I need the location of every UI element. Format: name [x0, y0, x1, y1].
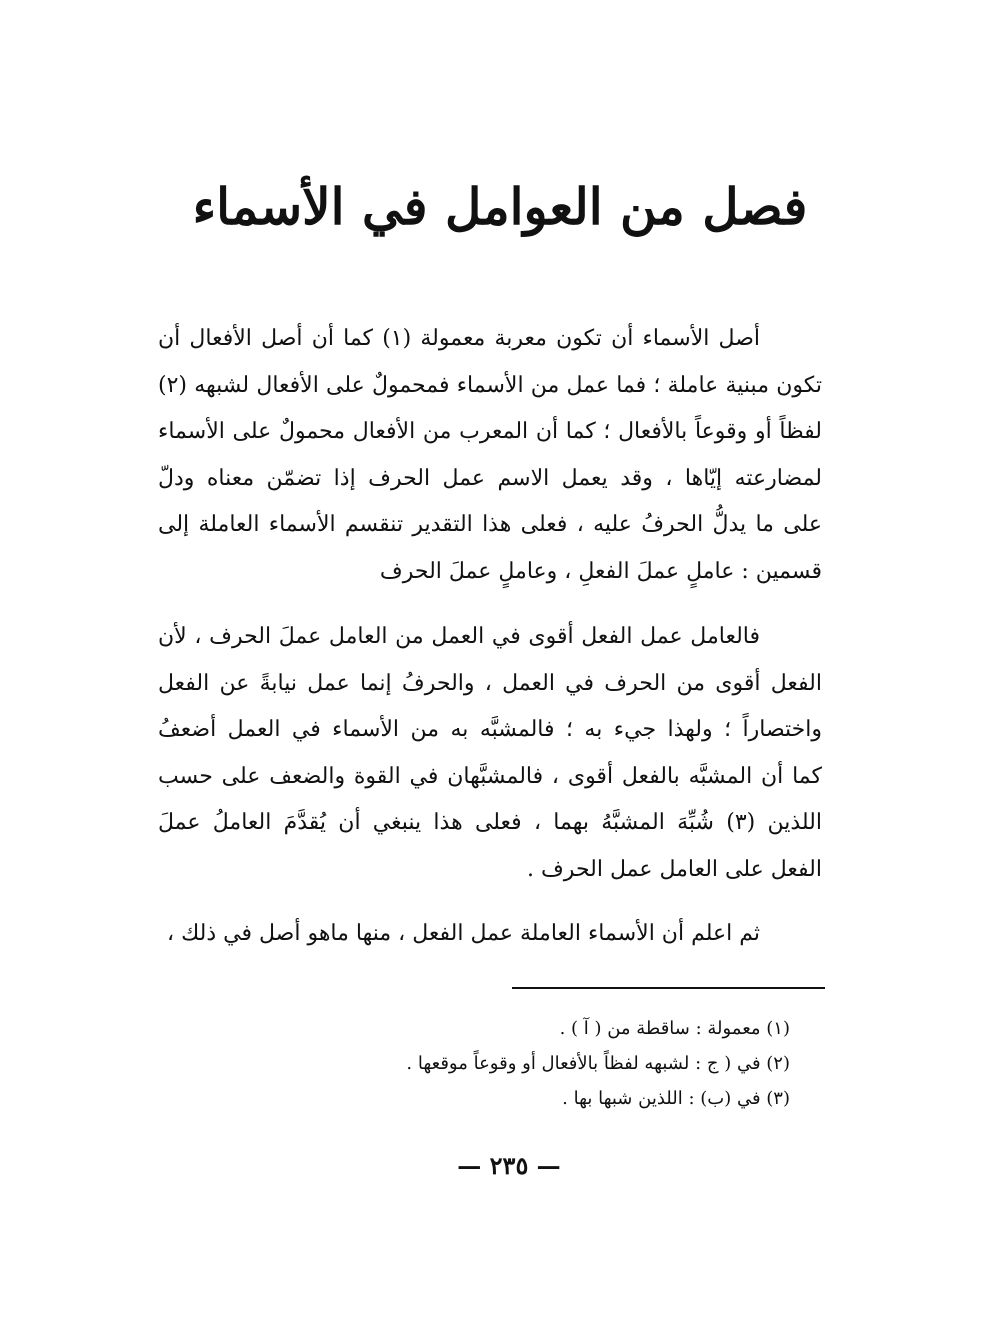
paragraph-line: ثم اعلم أن الأسماء العاملة عمل الفعل ، منها ماهو أصل في ذلك ، — [167, 921, 760, 946]
footnote-divider — [512, 987, 825, 989]
paragraph-line: أصل الأسماء أن تكون معربة معمولة (١) كما أن أصل الأفعال أن — [158, 326, 760, 351]
paragraph-3 — [158, 911, 822, 958]
paragraph-line: لفظاً أو وقوعاً بالأفعال ؛ كما أن المعرب من الأفعال محمولٌ على الأسماء — [158, 419, 822, 445]
chapter-title: فصل من العوامل في الأسماء — [192, 177, 808, 236]
paragraph-line: فالعامل عمل الفعل أقوى في العمل من العامل عملَ الحرف ، لأن — [158, 624, 760, 649]
paragraph-line: لمضارعته إيّاها ، وقد يعمل الاسم عمل الحرف إذا تضمّن معناه ودلّ — [158, 465, 822, 491]
page-number: — ٢٣٥ — — [457, 1151, 561, 1180]
paragraph-line: تكون مبنية عاملة ؛ فما عمل من الأسماء فمحمولٌ على الأفعال لشبهه (٢) — [158, 372, 822, 398]
footnotes — [330, 1011, 790, 1116]
footnote-3: (٣) في (ب) : اللذين شبها بها . — [562, 1088, 790, 1109]
paragraph-line: واختصاراً ؛ ولهذا جيء به ؛ فالمشبَّه به من الأسماء في العمل أضعفُ — [158, 717, 822, 743]
paragraph-1 — [158, 316, 822, 596]
footnote-1: (١) معمولة : ساقطة من ( آ ) . — [559, 1018, 790, 1039]
paragraph-line: اللذين (٣) شُبِّهَ المشبَّهُ بهما ، فعلى هذا ينبغي أن يُقدَّمَ العاملُ عملَ — [158, 810, 822, 836]
paragraph-line: الفعل على العامل عمل الحرف . — [527, 856, 822, 882]
footnote-2: (٢) في ( ج : لشبهه لفظاً بالأفعال أو وقوعاً موقعها . — [406, 1053, 790, 1074]
paragraph-line: كما أن المشبَّه بالفعل أقوى ، فالمشبَّهان في القوة والضعف على حسب — [158, 763, 822, 789]
paragraph-line: الفعل أقوى من الحرف في العمل ، والحرفُ إنما عمل نيابةً عن الفعل — [158, 670, 822, 696]
paragraph-line: على ما يدلُّ الحرفُ عليه ، فعلى هذا التقدير تنقسم الأسماء العاملة إلى — [158, 512, 822, 538]
paragraph-line: قسمين : عاملٍ عملَ الفعلِ ، وعاملٍ عملَ الحرف — [379, 558, 822, 584]
paragraph-2 — [158, 614, 822, 894]
